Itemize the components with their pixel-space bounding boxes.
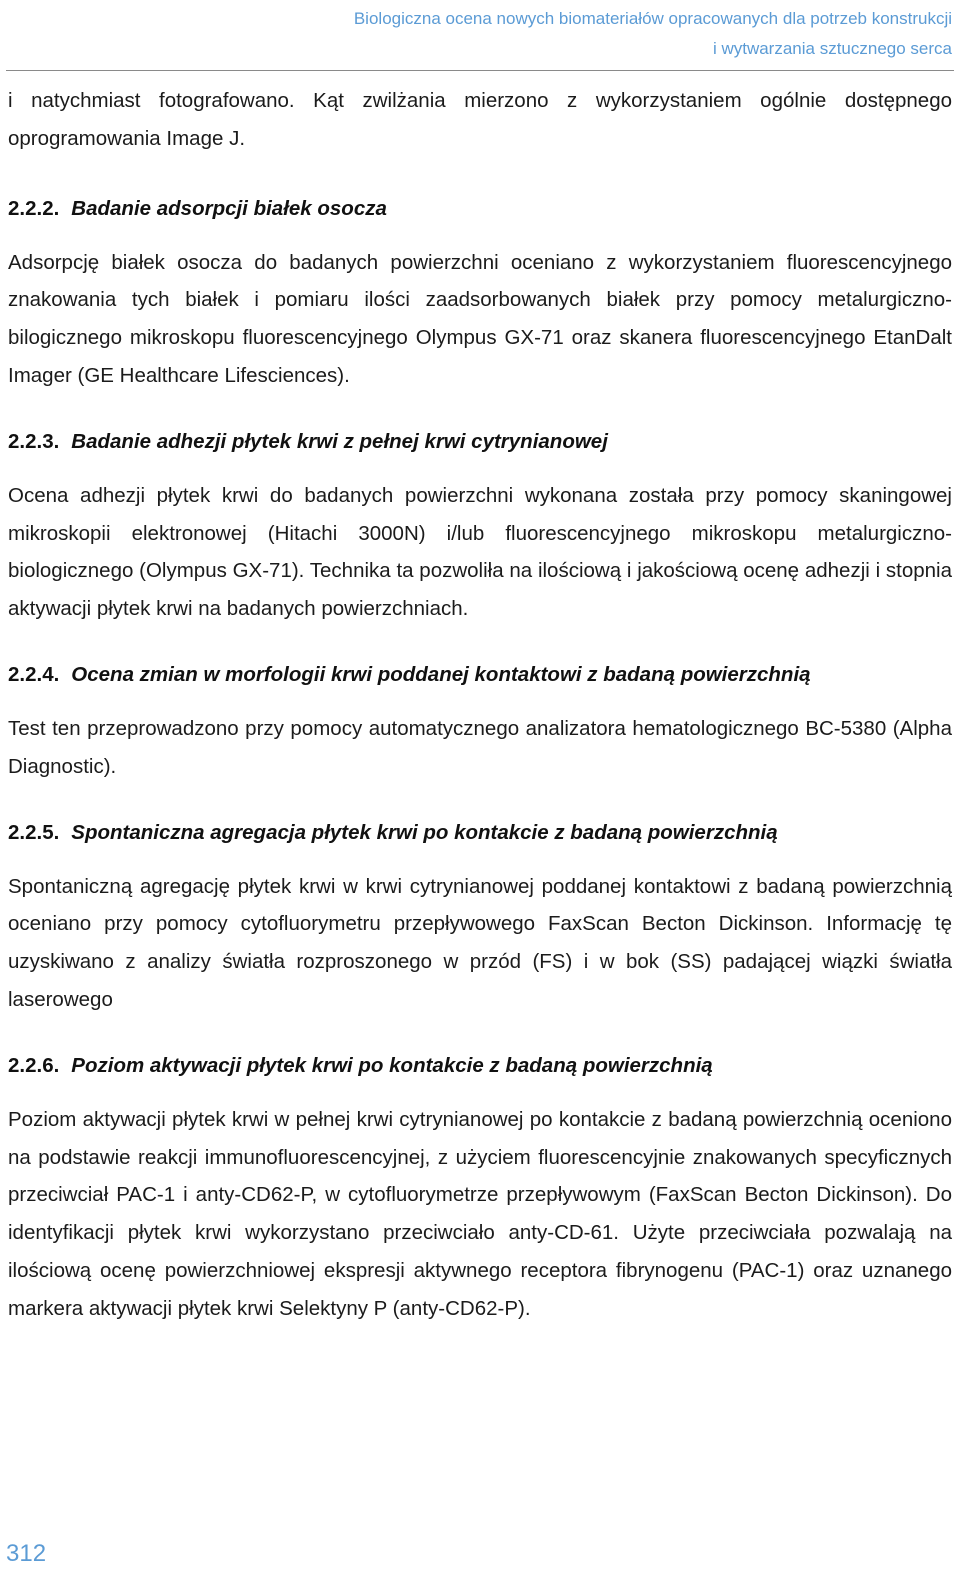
section-title: Ocena zmian w morfologii krwi poddanej kontaktowi z badaną powierzchnią xyxy=(71,662,811,686)
section-title: Poziom aktywacji płytek krwi po kontakcie z badaną powierzchnią xyxy=(71,1053,713,1077)
section-heading-2-2-2 xyxy=(8,194,952,224)
section-paragraph-2-2-6: Poziom aktywacji płytek krwi w pełnej krwi cytrynianowej po kontakcie z badaną powierzchnią oceniono na podstawie reakcji immunofluorescencyjnej, z użyciem fluorescencyjnie znakowanych specyficznych przeciwciał PAC-1 i anty-CD62-P, w cytofluorymetrze przepływowym (FaxScan Becton Dickinson). Do identyfikacji płytek krwi wykorzystano przeciwciało anty-CD-61. Użyte przeciwciała pozwalają na ilościową ocenę powierzchniowej ekspresji aktywnego receptora fibrynogenu (PAC-1) oraz uznanego markera aktywacji płytek krwi Selektyny P (anty-CD62-P). xyxy=(8,1107,952,1320)
running-header-line-2: i wytwarzania sztucznego serca xyxy=(712,39,952,58)
section-number: 2.2.6. xyxy=(8,1053,60,1077)
header-rule xyxy=(6,70,954,71)
running-header-line-1: Biologiczna ocena nowych biomateriałów opracowanych dla potrzeb konstrukcji xyxy=(353,9,952,28)
section-title: Badanie adhezji płytek krwi z pełnej krwi cytrynianowej xyxy=(71,429,608,453)
section-title: Badanie adsorpcji białek osocza xyxy=(71,196,387,220)
section-heading-2-2-5 xyxy=(8,818,952,848)
section-number: 2.2.2. xyxy=(8,196,60,220)
running-header xyxy=(354,4,952,64)
section-title: Spontaniczna agregacja płytek krwi po kontakcie z badaną powierzchnią xyxy=(71,820,778,844)
section-heading-2-2-4 xyxy=(8,660,952,690)
section-number: 2.2.4. xyxy=(8,662,60,686)
section-paragraph-2-2-5: Spontaniczną agregację płytek krwi w krwi cytrynianowej poddanej kontaktowi z badaną powierzchnią oceniano przy pomocy cytofluorymetru przepływowego FaxScan Becton Dickinson. Informację tę uzyskiwano z analizy światła rozproszonego w przód (FS) i w bok (SS) padającej wiązki światła laserowego xyxy=(8,874,952,1011)
section-paragraph-2-2-2: Adsorpcję białek osocza do badanych powierzchni oceniano z wykorzystaniem fluorescencyjnego znakowania tych białek i pomiaru ilości zaadsorbowanych białek przy pomocy metalurgiczno-bilogicznego mikroskopu fluorescencyjnego Olympus GX-71 oraz skanera fluorescencyjnego EtanDalt Imager (GE Healthcare Lifesciences). xyxy=(8,250,952,387)
page-number: 312 xyxy=(6,1540,47,1567)
page-content xyxy=(8,82,952,1328)
section-number: 2.2.3. xyxy=(8,429,60,453)
intro-paragraph: i natychmiast fotografowano. Kąt zwilżania mierzono z wykorzystaniem ogólnie dostępnego oprogramowania Image J. xyxy=(8,89,952,150)
section-heading-2-2-3 xyxy=(8,427,952,457)
section-paragraph-2-2-3: Ocena adhezji płytek krwi do badanych powierzchni wykonana została przy pomocy skaningowej mikroskopii elektronowej (Hitachi 3000N) i/lub fluorescencyjnego mikroskopu metalurgiczno-biologicznego (Olympus GX-71). Technika ta pozwoliła na ilościową i jakościową ocenę adhezji i stopnia aktywacji płytek krwi na badanych powierzchniach. xyxy=(8,483,952,621)
section-heading-2-2-6 xyxy=(8,1051,952,1081)
section-number: 2.2.5. xyxy=(8,820,60,844)
section-paragraph-2-2-4: Test ten przeprowadzono przy pomocy automatycznego analizatora hematologicznego BC-5380 (Alpha Diagnostic). xyxy=(8,716,952,778)
